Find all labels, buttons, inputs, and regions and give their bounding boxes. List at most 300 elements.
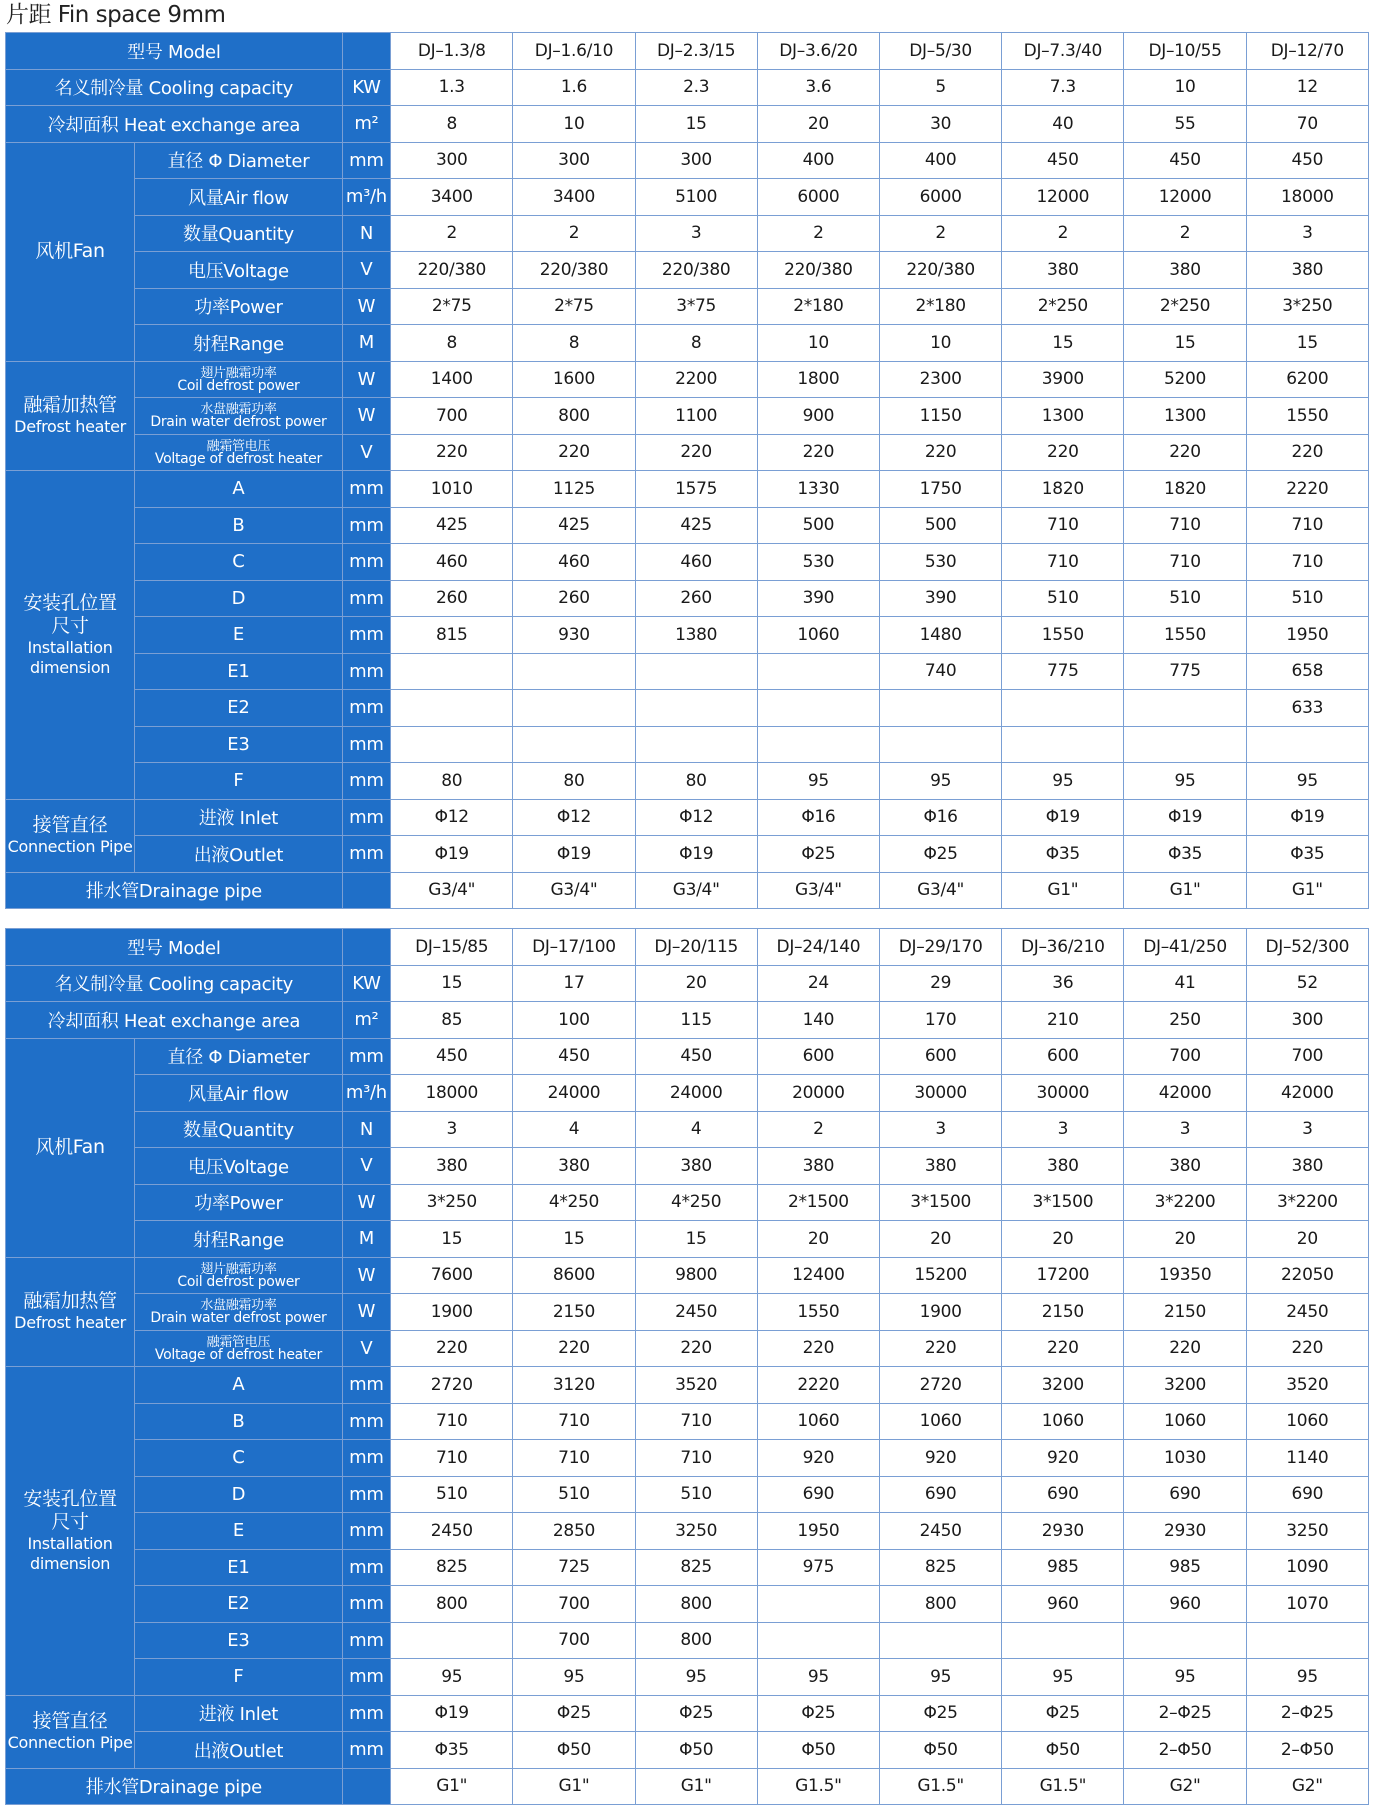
value-cell: 15200	[880, 1257, 1002, 1294]
value-cell: 450	[1124, 142, 1246, 179]
unit-cell: mm	[342, 1659, 390, 1696]
value-cell: 4	[635, 1111, 757, 1148]
value-cell: 1060	[757, 617, 879, 654]
value-cell: 740	[880, 653, 1002, 690]
value-cell: 3900	[1002, 361, 1124, 398]
dim-e2-row	[6, 690, 1369, 727]
value-cell: 15	[1246, 325, 1368, 362]
installation-group-label-line-3: Installation	[27, 1533, 113, 1553]
capacity-label: 名义制冷量 Cooling capacity	[6, 965, 343, 1002]
value-cell: 1330	[757, 471, 879, 508]
dim-e2-row	[6, 1586, 1369, 1623]
value-cell: 510	[1246, 580, 1368, 617]
inlet-label: 进液 Inlet	[135, 1695, 343, 1732]
value-cell: 220	[513, 1330, 635, 1367]
value-cell: 41	[1124, 965, 1246, 1002]
unit-cell: M	[342, 325, 390, 362]
value-cell: 690	[1124, 1476, 1246, 1513]
connection-pipe-group-label-line-2: Connection Pipe	[7, 1733, 133, 1752]
value-cell: 20	[880, 1221, 1002, 1258]
value-cell	[635, 726, 757, 763]
unit-cell: mm	[342, 617, 390, 654]
value-cell	[1124, 726, 1246, 763]
value-cell: G1.5"	[757, 1768, 879, 1805]
value-cell: 710	[1124, 507, 1246, 544]
unit-cell: V	[342, 1148, 390, 1185]
value-cell: 3120	[513, 1367, 635, 1404]
value-cell: 1060	[1246, 1403, 1368, 1440]
value-cell: 29	[880, 965, 1002, 1002]
value-cell: 5200	[1124, 361, 1246, 398]
voltage-row	[6, 252, 1369, 289]
dim-a-row	[6, 1367, 1369, 1404]
value-cell: 20	[1124, 1221, 1246, 1258]
unit-cell: mm	[342, 799, 390, 836]
unit-cell: N	[342, 1111, 390, 1148]
value-cell: 24000	[513, 1075, 635, 1112]
value-cell: 95	[880, 1659, 1002, 1696]
value-cell: 825	[635, 1549, 757, 1586]
airflow-label: 风量Air flow	[135, 1075, 343, 1112]
value-cell: G1"	[635, 1768, 757, 1805]
value-cell: 710	[391, 1440, 513, 1477]
value-cell: 400	[880, 142, 1002, 179]
value-cell: 460	[391, 544, 513, 581]
value-cell	[1124, 690, 1246, 727]
dim-a-label: A	[135, 471, 343, 508]
value-cell: Φ35	[1002, 836, 1124, 873]
value-cell: 260	[635, 580, 757, 617]
installation-group-label-line-1: 安装孔位置	[23, 591, 117, 614]
label-en: Voltage of defrost heater	[154, 1346, 322, 1363]
value-cell: 2	[757, 1111, 879, 1148]
value-cell: 22050	[1246, 1257, 1368, 1294]
area-label: 冷却面积 Heat exchange area	[6, 106, 343, 143]
value-cell: 3	[1002, 1111, 1124, 1148]
value-cell: 260	[391, 580, 513, 617]
value-cell: 95	[391, 1659, 513, 1696]
value-cell: 2*250	[1124, 288, 1246, 325]
value-cell	[391, 1622, 513, 1659]
unit-cell	[342, 872, 390, 909]
value-cell: 220	[1002, 1330, 1124, 1367]
value-cell: 12	[1246, 69, 1368, 106]
value-cell: 220	[1002, 434, 1124, 471]
model-cell: DJ–7.3/40	[1002, 33, 1124, 70]
value-cell: 710	[1002, 544, 1124, 581]
connection-pipe-group-label-line-1: 接管直径	[32, 1710, 108, 1732]
value-cell: 1550	[1124, 617, 1246, 654]
value-cell: 1060	[757, 1403, 879, 1440]
installation-group-label-line-2: 尺寸	[51, 614, 89, 637]
model-cell: DJ–5/30	[880, 33, 1002, 70]
value-cell: Φ50	[757, 1732, 879, 1769]
dim-c-label: C	[135, 1440, 343, 1477]
value-cell	[757, 1622, 879, 1659]
value-cell: Φ12	[513, 799, 635, 836]
value-cell: 2*75	[391, 288, 513, 325]
value-cell	[513, 653, 635, 690]
installation-group-label	[6, 471, 135, 800]
value-cell: 400	[757, 142, 879, 179]
value-cell	[880, 1622, 1002, 1659]
unit-cell: mm	[342, 507, 390, 544]
value-cell: 80	[513, 763, 635, 800]
value-cell: 1010	[391, 471, 513, 508]
connection-pipe-group-label	[6, 1695, 135, 1768]
drainage-row	[6, 872, 1369, 909]
value-cell: 710	[1124, 544, 1246, 581]
diameter-row	[6, 1038, 1369, 1075]
defrost-group-label-line-1: 融霜加热管	[23, 1290, 117, 1313]
unit-cell: m³/h	[342, 1075, 390, 1112]
value-cell	[757, 1586, 879, 1623]
value-cell: 15	[635, 106, 757, 143]
value-cell: 6000	[880, 179, 1002, 216]
value-cell: 3	[1246, 215, 1368, 252]
unit-cell: W	[342, 1257, 390, 1294]
value-cell: 15	[391, 965, 513, 1002]
model-cell: DJ–12/70	[1246, 33, 1368, 70]
value-cell: 530	[880, 544, 1002, 581]
drainage-label: 排水管Drainage pipe	[6, 1768, 343, 1805]
label-zh: 翅片融霜功率	[200, 365, 277, 381]
value-cell: 20	[757, 106, 879, 143]
model-cell: DJ–41/250	[1124, 929, 1246, 966]
value-cell: 8	[513, 325, 635, 362]
coil-defrost-label	[135, 361, 343, 398]
value-cell: 380	[1002, 1148, 1124, 1185]
value-cell: 530	[757, 544, 879, 581]
value-cell: 1060	[880, 1403, 1002, 1440]
power-label: 功率Power	[135, 288, 343, 325]
defrost-group-label-line-2: Defrost heater	[14, 417, 126, 437]
value-cell: 1380	[635, 617, 757, 654]
value-cell: 2930	[1002, 1513, 1124, 1550]
value-cell: 460	[635, 544, 757, 581]
unit-cell: V	[342, 1330, 390, 1367]
value-cell: 1550	[757, 1294, 879, 1331]
value-cell: 510	[1002, 580, 1124, 617]
dim-e3-row	[6, 1622, 1369, 1659]
value-cell	[391, 726, 513, 763]
value-cell: 1480	[880, 617, 1002, 654]
value-cell: 380	[1002, 252, 1124, 289]
value-cell: Φ25	[757, 1695, 879, 1732]
value-cell: G1"	[1002, 872, 1124, 909]
unit-cell: m³/h	[342, 179, 390, 216]
value-cell: 220	[635, 1330, 757, 1367]
dim-c-row	[6, 544, 1369, 581]
value-cell: Φ50	[635, 1732, 757, 1769]
value-cell: 380	[880, 1148, 1002, 1185]
value-cell: 710	[513, 1403, 635, 1440]
value-cell: 15	[1002, 325, 1124, 362]
value-cell: 510	[391, 1476, 513, 1513]
value-cell: 4*250	[635, 1184, 757, 1221]
unit-cell: mm	[342, 1038, 390, 1075]
value-cell: 2*250	[1002, 288, 1124, 325]
capacity-row	[6, 965, 1369, 1002]
value-cell: 80	[391, 763, 513, 800]
unit-cell: KW	[342, 965, 390, 1002]
dim-e2-label: E2	[135, 690, 343, 727]
value-cell: G2"	[1246, 1768, 1368, 1805]
value-cell: 425	[391, 507, 513, 544]
defrost-group-label-line-2: Defrost heater	[14, 1313, 126, 1333]
drain-defrost-label	[135, 398, 343, 435]
outlet-row	[6, 836, 1369, 873]
value-cell: 3520	[635, 1367, 757, 1404]
unit-cell	[342, 929, 390, 966]
value-cell: 2450	[391, 1513, 513, 1550]
unit-cell: mm	[342, 1367, 390, 1404]
diameter-label: 直径 Φ Diameter	[135, 1038, 343, 1075]
unit-cell: mm	[342, 142, 390, 179]
value-cell: Φ35	[1246, 836, 1368, 873]
fan-group-label-line-1: 风机Fan	[35, 240, 105, 262]
value-cell: 6200	[1246, 361, 1368, 398]
unit-cell: W	[342, 361, 390, 398]
unit-cell: mm	[342, 544, 390, 581]
value-cell	[757, 653, 879, 690]
defrost-voltage-row	[6, 1330, 1369, 1367]
value-cell: 300	[635, 142, 757, 179]
value-cell: G1.5"	[880, 1768, 1002, 1805]
value-cell: G1"	[391, 1768, 513, 1805]
unit-cell: W	[342, 1294, 390, 1331]
drainage-label: 排水管Drainage pipe	[6, 872, 343, 909]
value-cell: 220/380	[635, 252, 757, 289]
model-cell: DJ–1.3/8	[391, 33, 513, 70]
value-cell: 600	[880, 1038, 1002, 1075]
connection-pipe-group-label	[6, 799, 135, 872]
value-cell: 1090	[1246, 1549, 1368, 1586]
value-cell: 20	[635, 965, 757, 1002]
value-cell: 20	[757, 1221, 879, 1258]
value-cell	[757, 726, 879, 763]
value-cell: 1950	[1246, 617, 1368, 654]
model-row	[6, 929, 1369, 966]
unit-cell: M	[342, 1221, 390, 1258]
value-cell: 500	[757, 507, 879, 544]
unit-cell: mm	[342, 580, 390, 617]
dim-f-label: F	[135, 763, 343, 800]
value-cell: 725	[513, 1549, 635, 1586]
value-cell: 450	[391, 1038, 513, 1075]
value-cell: 3	[1124, 1111, 1246, 1148]
model-cell: DJ–1.6/10	[513, 33, 635, 70]
value-cell: 510	[1124, 580, 1246, 617]
unit-cell: mm	[342, 690, 390, 727]
value-cell: 2930	[1124, 1513, 1246, 1550]
drain-defrost-row	[6, 398, 1369, 435]
power-row	[6, 288, 1369, 325]
value-cell: 425	[635, 507, 757, 544]
unit-cell: mm	[342, 1549, 390, 1586]
value-cell: 710	[1246, 544, 1368, 581]
unit-cell: m²	[342, 106, 390, 143]
defrost-group-label-line-1: 融霜加热管	[23, 394, 117, 417]
value-cell: 2720	[880, 1367, 1002, 1404]
value-cell: Φ19	[1246, 799, 1368, 836]
value-cell: 4*250	[513, 1184, 635, 1221]
value-cell: Φ19	[1002, 799, 1124, 836]
airflow-label: 风量Air flow	[135, 179, 343, 216]
value-cell: Φ16	[757, 799, 879, 836]
value-cell: 18000	[391, 1075, 513, 1112]
value-cell: 960	[1124, 1586, 1246, 1623]
value-cell: 8	[391, 106, 513, 143]
quantity-label: 数量Quantity	[135, 215, 343, 252]
value-cell: 425	[513, 507, 635, 544]
value-cell: 3*250	[1246, 288, 1368, 325]
unit-cell: mm	[342, 1586, 390, 1623]
value-cell: 700	[1246, 1038, 1368, 1075]
unit-cell: mm	[342, 836, 390, 873]
value-cell: 658	[1246, 653, 1368, 690]
model-cell: DJ–2.3/15	[635, 33, 757, 70]
value-cell: Φ25	[635, 1695, 757, 1732]
fan-group-label	[6, 1038, 135, 1257]
value-cell: Φ12	[635, 799, 757, 836]
outlet-row	[6, 1732, 1369, 1769]
dim-e1-row	[6, 1549, 1369, 1586]
value-cell: 20	[1246, 1221, 1368, 1258]
dim-f-label: F	[135, 1659, 343, 1696]
value-cell: 115	[635, 1002, 757, 1039]
value-cell: 19350	[1124, 1257, 1246, 1294]
value-cell: 100	[513, 1002, 635, 1039]
value-cell: 800	[880, 1586, 1002, 1623]
value-cell: 710	[513, 1440, 635, 1477]
value-cell: 710	[391, 1403, 513, 1440]
value-cell: 2200	[635, 361, 757, 398]
value-cell: 250	[1124, 1002, 1246, 1039]
area-row	[6, 106, 1369, 143]
value-cell: G3/4"	[513, 872, 635, 909]
value-cell: 700	[1124, 1038, 1246, 1075]
value-cell: 220/380	[391, 252, 513, 289]
value-cell: 10	[880, 325, 1002, 362]
value-cell: 300	[391, 142, 513, 179]
power-label: 功率Power	[135, 1184, 343, 1221]
value-cell: 2	[1124, 215, 1246, 252]
value-cell: 9800	[635, 1257, 757, 1294]
value-cell: 920	[1002, 1440, 1124, 1477]
unit-cell: W	[342, 398, 390, 435]
value-cell: 17	[513, 965, 635, 1002]
defrost-voltage-row	[6, 434, 1369, 471]
dim-e3-label: E3	[135, 1622, 343, 1659]
value-cell: 300	[513, 142, 635, 179]
value-cell	[635, 653, 757, 690]
value-cell: G3/4"	[757, 872, 879, 909]
dim-e1-label: E1	[135, 1549, 343, 1586]
value-cell	[880, 690, 1002, 727]
value-cell: 1060	[1002, 1403, 1124, 1440]
value-cell: 95	[1124, 1659, 1246, 1696]
value-cell: 3	[635, 215, 757, 252]
value-cell: 1550	[1002, 617, 1124, 654]
value-cell: 2150	[1124, 1294, 1246, 1331]
value-cell: G1.5"	[1002, 1768, 1124, 1805]
value-cell: 450	[513, 1038, 635, 1075]
value-cell: 220	[1124, 434, 1246, 471]
value-cell: 4	[513, 1111, 635, 1148]
value-cell: 380	[1246, 1148, 1368, 1185]
value-cell: 95	[1124, 763, 1246, 800]
value-cell	[1124, 1622, 1246, 1659]
unit-cell: mm	[342, 1622, 390, 1659]
value-cell: 12000	[1002, 179, 1124, 216]
installation-group-label-line-4: dimension	[29, 1553, 111, 1573]
unit-cell: mm	[342, 471, 390, 508]
value-cell: 3	[391, 1111, 513, 1148]
value-cell: 600	[1002, 1038, 1124, 1075]
value-cell: 15	[1124, 325, 1246, 362]
value-cell: Φ25	[757, 836, 879, 873]
value-cell: 220	[635, 434, 757, 471]
value-cell: 10	[1124, 69, 1246, 106]
value-cell: 8600	[513, 1257, 635, 1294]
value-cell: 3*2200	[1246, 1184, 1368, 1221]
dim-e-label: E	[135, 1513, 343, 1550]
value-cell: 1820	[1002, 471, 1124, 508]
value-cell: 70	[1246, 106, 1368, 143]
dim-a-row	[6, 471, 1369, 508]
coil-defrost-row	[6, 361, 1369, 398]
value-cell: 380	[1124, 1148, 1246, 1185]
unit-cell	[342, 1768, 390, 1805]
value-cell: 95	[757, 763, 879, 800]
unit-cell: mm	[342, 726, 390, 763]
value-cell: 1900	[880, 1294, 1002, 1331]
value-cell: G3/4"	[635, 872, 757, 909]
value-cell: 633	[1246, 690, 1368, 727]
unit-cell	[342, 33, 390, 70]
label-zh: 水盘融霜功率	[200, 1298, 277, 1314]
label-en: Drain water defrost power	[150, 1310, 327, 1327]
value-cell: 2	[1002, 215, 1124, 252]
value-cell: 42000	[1246, 1075, 1368, 1112]
value-cell: 2–Φ50	[1246, 1732, 1368, 1769]
dim-f-row	[6, 763, 1369, 800]
dim-d-row	[6, 1476, 1369, 1513]
spec-table-2	[5, 928, 1369, 1805]
value-cell: 2–Φ50	[1124, 1732, 1246, 1769]
model-cell: DJ–15/85	[391, 929, 513, 966]
value-cell: Φ25	[513, 1695, 635, 1732]
value-cell: 1600	[513, 361, 635, 398]
value-cell: 1300	[1002, 398, 1124, 435]
model-cell: DJ–10/55	[1124, 33, 1246, 70]
airflow-row	[6, 179, 1369, 216]
value-cell: 95	[635, 1659, 757, 1696]
value-cell: 220	[880, 1330, 1002, 1367]
unit-cell: mm	[342, 1476, 390, 1513]
dim-b-row	[6, 507, 1369, 544]
defrost-group-label	[6, 1257, 135, 1367]
value-cell: 2	[757, 215, 879, 252]
unit-cell: W	[342, 288, 390, 325]
value-cell: 30000	[1002, 1075, 1124, 1112]
unit-cell: mm	[342, 653, 390, 690]
value-cell: 36	[1002, 965, 1124, 1002]
value-cell: Φ50	[1002, 1732, 1124, 1769]
value-cell: Φ50	[880, 1732, 1002, 1769]
value-cell	[1246, 726, 1368, 763]
